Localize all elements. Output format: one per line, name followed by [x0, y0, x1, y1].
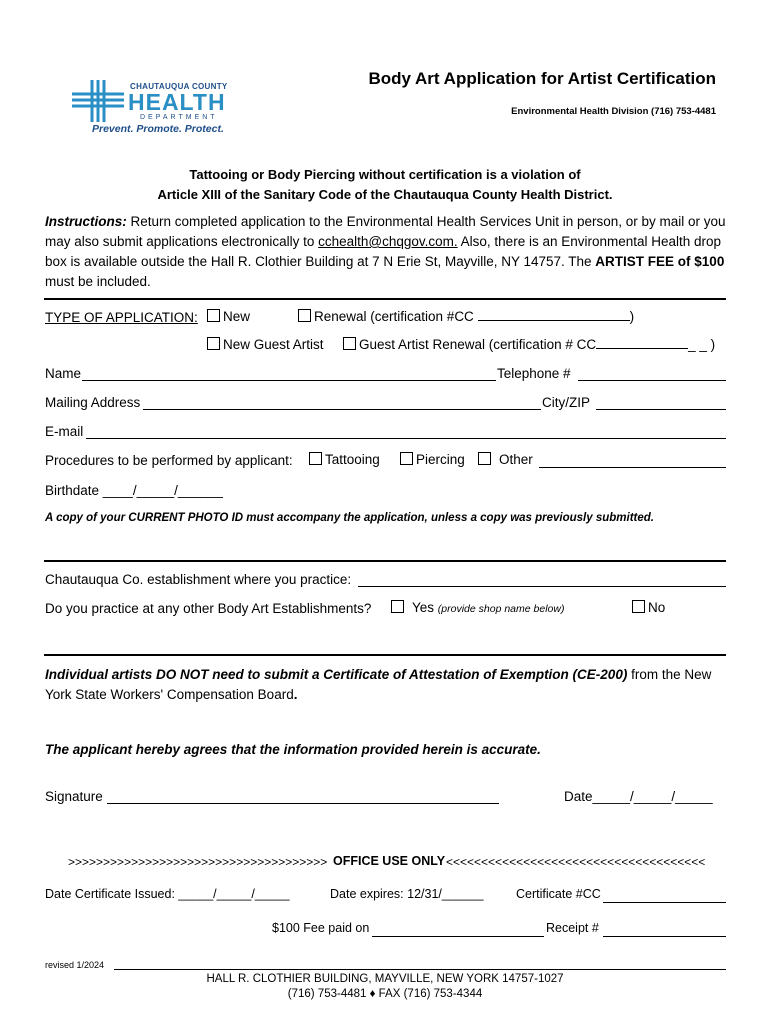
- logo-tagline: Prevent. Promote. Protect.: [92, 123, 224, 135]
- name-field[interactable]: [82, 380, 496, 381]
- renewal-checkbox[interactable]: [298, 309, 311, 322]
- yes-label: Yes: [412, 600, 435, 615]
- revised-date: revised 1/2024: [45, 960, 105, 970]
- photo-id-note: A copy of your CURRENT PHOTO ID must accompany the application, unless a copy was previously submitted.: [45, 512, 654, 524]
- office-arrows-right: <<<<<<<<<<<<<<<<<<<<<<<<<<<<<<<<<<<<<: [446, 855, 706, 869]
- telephone-field[interactable]: [578, 380, 726, 381]
- tattooing-option[interactable]: [309, 452, 380, 467]
- no-checkbox[interactable]: [632, 600, 645, 613]
- email-link[interactable]: cchealth@chqgov.com.: [318, 234, 458, 249]
- mailing-address-field[interactable]: [143, 409, 541, 410]
- instructions-text-3: must be included.: [45, 274, 151, 289]
- certificate-field[interactable]: [603, 902, 726, 903]
- renewal-close: ): [629, 309, 635, 324]
- telephone-label: Telephone #: [497, 366, 571, 381]
- divider: [44, 654, 726, 656]
- footer-phone: (716) 753-4481 ♦ FAX (716) 753-4344: [287, 988, 483, 1000]
- form-title: Body Art Application for Artist Certification: [368, 69, 716, 88]
- yes-checkbox[interactable]: [391, 600, 404, 613]
- no-option[interactable]: [632, 600, 665, 615]
- fee-paid-field[interactable]: [372, 936, 544, 937]
- tattooing-checkbox[interactable]: [309, 452, 322, 465]
- city-zip-label: City/ZIP: [542, 395, 591, 410]
- date-issued-field[interactable]: Date Certificate Issued: _____/_____/_____: [45, 887, 290, 901]
- exemption-note: [45, 665, 727, 705]
- signature-date-field[interactable]: Date_____/_____/_____: [564, 789, 713, 804]
- violation-notice: [0, 165, 770, 205]
- exemption-normal: from the New York State Workers' Compensation Board: [45, 667, 712, 702]
- logo-health: HEALTH: [128, 89, 226, 115]
- guest-renewal-checkbox[interactable]: [343, 337, 356, 350]
- piercing-label: Piercing: [416, 452, 465, 467]
- new-guest-option[interactable]: [207, 337, 324, 352]
- date-expires-field[interactable]: Date expires: 12/31/______: [330, 887, 484, 901]
- logo-department: DEPARTMENT: [140, 114, 218, 121]
- email-field[interactable]: [86, 438, 726, 439]
- tattooing-label: Tattooing: [325, 452, 380, 467]
- divider: [44, 298, 726, 300]
- establishment-label: Chautauqua Co. establishment where you practice:: [45, 572, 352, 587]
- agreement-statement: The applicant hereby agrees that the information provided herein is accurate.: [45, 742, 541, 757]
- instructions-text-2: Also, there is an Environmental Health drop box is available outside the Hall R. Clothier Building at 7 N Erie St, Mayville, NY 14757. The: [45, 234, 722, 269]
- procedures-label: Procedures to be performed by applicant:: [45, 453, 293, 468]
- artist-fee: ARTIST FEE of $100: [595, 254, 725, 269]
- notice-line-2: Article XIII of the Sanitary Code of the Chautauqua County Health District.: [157, 187, 613, 202]
- certificate-label: Certificate #CC: [516, 887, 601, 901]
- new-label: New: [223, 309, 251, 324]
- name-label: Name: [45, 366, 82, 381]
- renewal-cert-field[interactable]: [478, 309, 630, 321]
- new-option[interactable]: [207, 309, 250, 324]
- divider: [44, 560, 726, 562]
- cross-logo-icon: [70, 78, 126, 124]
- guest-renewal-close: _ _ ): [688, 337, 716, 352]
- establishment-field[interactable]: [358, 586, 726, 587]
- renewal-option[interactable]: [298, 309, 634, 324]
- receipt-field[interactable]: [603, 936, 726, 937]
- footer-address: HALL R. CLOTHIER BUILDING, MAYVILLE, NEW YORK 14757-1027: [206, 973, 564, 985]
- mailing-address-label: Mailing Address: [45, 395, 141, 410]
- yes-note: (provide shop name below): [437, 603, 565, 615]
- other-establishments-question: Do you practice at any other Body Art Establishments?: [45, 601, 372, 616]
- new-checkbox[interactable]: [207, 309, 220, 322]
- footer-rule: [114, 969, 726, 970]
- notice-line-1: Tattooing or Body Piercing without certification is a violation of: [189, 167, 581, 182]
- yes-option[interactable]: [391, 600, 564, 615]
- office-arrows-left: >>>>>>>>>>>>>>>>>>>>>>>>>>>>>>>>>>>>>: [68, 855, 328, 869]
- exemption-period: .: [293, 687, 298, 702]
- guest-renewal-field[interactable]: [596, 337, 688, 349]
- other-field[interactable]: [539, 467, 726, 468]
- no-label: No: [648, 600, 666, 615]
- birthdate-field[interactable]: Birthdate ____/_____/______: [45, 483, 223, 498]
- new-guest-label: New Guest Artist: [223, 337, 324, 352]
- other-option[interactable]: [478, 452, 533, 467]
- health-department-logo: [70, 76, 255, 136]
- city-zip-field[interactable]: [596, 409, 726, 410]
- instructions-text-1: Return completed application to the Environmental Health Services Unit in person, or by mail or you may also submit applications electronically to: [45, 214, 726, 249]
- signature-label: Signature: [45, 789, 103, 804]
- signature-field[interactable]: [107, 803, 499, 804]
- logo-county: CHAUTAUQUA COUNTY: [130, 82, 228, 91]
- other-label: Other: [499, 452, 533, 467]
- guest-renewal-label: Guest Artist Renewal (certification # CC: [359, 337, 597, 352]
- instructions: [45, 212, 727, 292]
- receipt-label: Receipt #: [546, 921, 599, 935]
- division-contact: Environmental Health Division (716) 753-4481: [511, 106, 716, 117]
- new-guest-checkbox[interactable]: [207, 337, 220, 350]
- other-checkbox[interactable]: [478, 452, 491, 465]
- renewal-label: Renewal (certification #CC: [314, 309, 474, 324]
- guest-renewal-option[interactable]: [343, 337, 715, 352]
- piercing-checkbox[interactable]: [400, 452, 413, 465]
- exemption-bold: Individual artists DO NOT need to submit a Certificate of Attestation of Exemption (CE-200): [45, 667, 628, 682]
- fee-paid-label: $100 Fee paid on: [272, 921, 370, 935]
- application-type-label: TYPE OF APPLICATION:: [45, 310, 198, 325]
- application-type-row: [45, 310, 198, 325]
- instructions-label: Instructions:: [45, 214, 127, 229]
- email-label: E-mail: [45, 424, 84, 439]
- piercing-option[interactable]: [400, 452, 465, 467]
- office-use-label: OFFICE USE ONLY: [333, 854, 446, 868]
